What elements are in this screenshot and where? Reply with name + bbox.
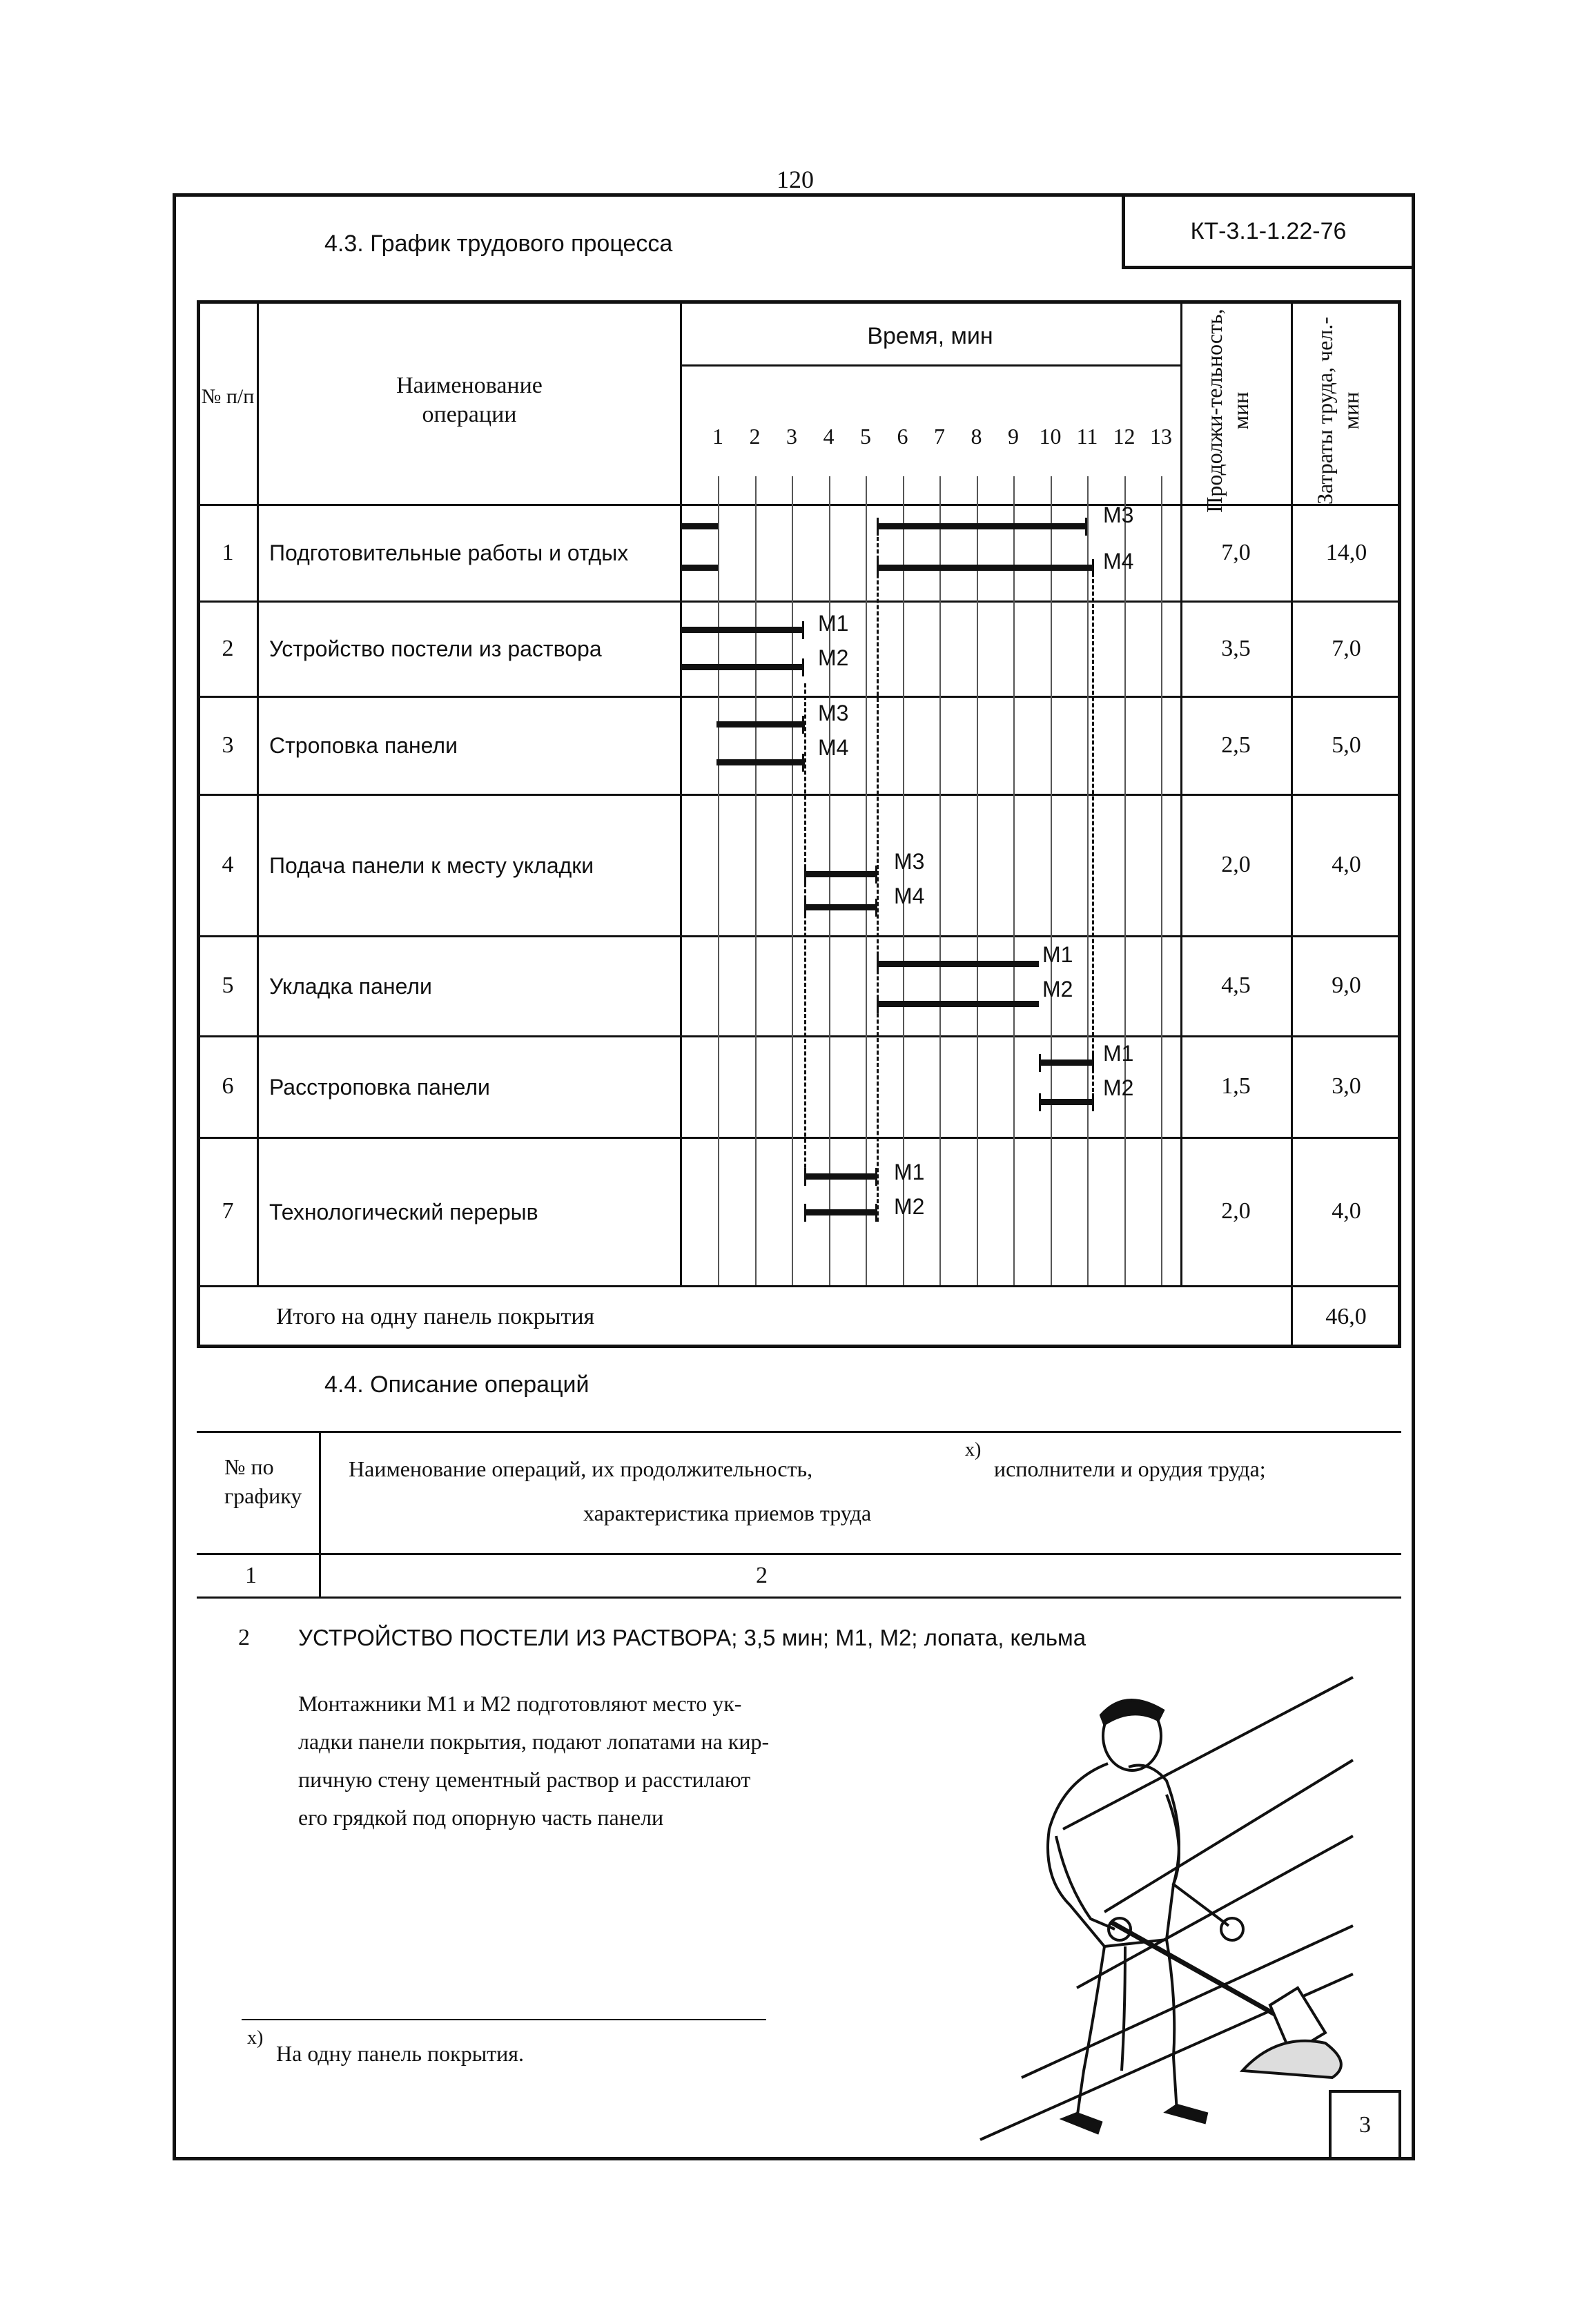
gantt-bar	[804, 1209, 877, 1215]
time-gridline	[1124, 476, 1126, 1285]
worker-label: М1	[1103, 1041, 1134, 1066]
time-tick-label: 2	[749, 424, 761, 449]
ops-col2-header-1: Наименование операций, их продолжительность,	[349, 1456, 813, 1481]
row-num: 3	[222, 732, 234, 758]
time-tick-label: 9	[1008, 424, 1019, 449]
row-num: 1	[222, 539, 234, 565]
row-duration: 2,0	[1221, 852, 1251, 878]
footnote-mark: x)	[247, 2027, 264, 2049]
row-duration: 7,0	[1221, 539, 1251, 565]
time-gridline	[977, 476, 978, 1285]
ops-col2-num: 2	[756, 1563, 768, 1588]
time-tick-label: 3	[786, 424, 797, 449]
row-duration: 3,5	[1221, 635, 1251, 661]
gantt-bar-end	[802, 658, 804, 676]
gantt-bar-end	[1039, 1093, 1041, 1111]
gantt-bar	[716, 721, 805, 728]
header-time: Время, мин	[867, 323, 993, 350]
gantt-link	[1092, 573, 1094, 1104]
row-name: Устройство постели из раствора	[269, 636, 602, 661]
worker-label: М1	[1042, 942, 1073, 967]
time-tick-label: 6	[897, 424, 908, 449]
time-tick-label: 7	[934, 424, 945, 449]
time-gridline	[1051, 476, 1052, 1285]
footnote-text: На одну панель покрытия.	[276, 2041, 525, 2066]
worker-label: М3	[1103, 502, 1134, 527]
row-name: Строповка панели	[269, 733, 458, 758]
gantt-bar	[804, 871, 877, 877]
time-gridline	[866, 476, 867, 1285]
row-num: 5	[222, 973, 234, 999]
worker-label: М2	[894, 1194, 925, 1219]
time-tick-label: 5	[860, 424, 871, 449]
gantt-bar-end	[804, 1204, 806, 1222]
ops-col2-header-1b: исполнители и орудия труда;	[994, 1456, 1266, 1481]
gantt-bar	[680, 664, 804, 670]
header-labor: Затраты труда, чел.-мин	[1312, 317, 1364, 505]
gantt-bar	[804, 1173, 877, 1180]
figure-number: 3	[1359, 2111, 1371, 2138]
time-tick-label: 12	[1113, 424, 1135, 449]
worker-label: М4	[894, 883, 925, 908]
gantt-bar	[878, 523, 1085, 529]
worker-shovel-illustration	[939, 1657, 1367, 2147]
operation-num: 2	[238, 1625, 250, 1650]
gantt-link	[804, 683, 806, 1180]
total-label: Итого на одну панель покрытия	[276, 1304, 595, 1330]
row-num: 7	[222, 1198, 234, 1224]
worker-label: М1	[894, 1160, 925, 1184]
gantt-bar	[877, 961, 1039, 967]
time-gridline	[755, 476, 757, 1285]
time-tick-label: 4	[823, 424, 835, 449]
row-name: Укладка панели	[269, 973, 432, 999]
total-value: 46,0	[1325, 1304, 1367, 1330]
gantt-bar	[680, 565, 718, 571]
row-duration: 4,5	[1221, 973, 1251, 999]
gantt-link	[877, 525, 879, 1222]
row-name: Расстроповка панели	[269, 1074, 490, 1100]
row-duration: 2,0	[1221, 1198, 1251, 1224]
description-line: пичную стену цементный раствор и расстилают	[298, 1767, 751, 1792]
worker-label: М4	[818, 735, 849, 760]
row-name: Технологический перерыв	[269, 1199, 538, 1224]
worker-label: М2	[1103, 1075, 1134, 1100]
ops-col2-header-2: характеристика приемов труда	[583, 1501, 872, 1525]
time-tick-label: 11	[1076, 424, 1098, 449]
gantt-bar	[680, 523, 718, 529]
time-tick-label: 1	[712, 424, 723, 449]
header-name: Наименование операции	[396, 372, 543, 427]
ops-col1-num: 1	[245, 1563, 257, 1588]
time-gridline	[829, 476, 830, 1285]
time-tick-label: 10	[1039, 424, 1062, 449]
worker-label: М2	[818, 645, 849, 670]
worker-label: М4	[1103, 549, 1134, 574]
gantt-bar	[680, 627, 804, 633]
time-tick-label: 8	[971, 424, 982, 449]
header-duration: Продолжи-тельность, мин	[1202, 309, 1254, 513]
gantt-bar-end	[1039, 1054, 1041, 1072]
row-labor: 3,0	[1332, 1073, 1361, 1100]
gantt-bar	[1039, 1060, 1094, 1066]
ops-footnote-mark: x)	[965, 1439, 982, 1461]
row-labor: 5,0	[1332, 732, 1361, 758]
row-name: Подача панели к месту укладки	[269, 852, 594, 878]
description-line: его грядкой под опорную часть панели	[298, 1805, 664, 1830]
row-labor: 4,0	[1332, 852, 1361, 878]
operation-description	[298, 1691, 961, 1843]
worker-label: М2	[1042, 977, 1073, 1002]
gantt-bar-end	[1085, 518, 1087, 536]
worker-label: М1	[818, 611, 849, 636]
description-line: ладки панели покрытия, подают лопатами на кир-	[298, 1729, 770, 1754]
worker-label: М3	[818, 701, 849, 725]
row-labor: 7,0	[1332, 635, 1361, 661]
page-number: 120	[777, 166, 814, 193]
row-duration: 1,5	[1221, 1073, 1251, 1100]
header-num: № п/п	[201, 385, 255, 409]
gantt-bar	[804, 904, 877, 910]
row-labor: 4,0	[1332, 1198, 1361, 1224]
gantt-bar-end	[802, 621, 804, 639]
gantt-bar	[877, 1001, 1039, 1007]
row-labor: 9,0	[1332, 973, 1361, 999]
ops-col1-header: № по графику	[224, 1454, 302, 1508]
gantt-bar	[878, 565, 1092, 571]
time-gridline	[718, 476, 719, 1285]
gantt-bar	[716, 759, 805, 765]
time-gridline	[1013, 476, 1015, 1285]
row-name: Подготовительные работы и отдых	[269, 540, 629, 565]
section-44-title: 4.4. Описание операций	[324, 1371, 589, 1398]
row-labor: 14,0	[1325, 539, 1367, 565]
time-tick-label: 13	[1150, 424, 1172, 449]
row-num: 6	[222, 1073, 234, 1100]
row-num: 4	[222, 852, 234, 878]
row-duration: 2,5	[1221, 732, 1251, 758]
time-gridline	[792, 476, 793, 1285]
time-gridline	[939, 476, 941, 1285]
description-line: Монтажники М1 и М2 подготовляют место ук-	[298, 1691, 742, 1716]
worker-label: М3	[894, 849, 925, 874]
time-gridline	[1161, 476, 1162, 1285]
operation-title: УСТРОЙСТВО ПОСТЕЛИ ИЗ РАСТВОРА; 3,5 мин; М1, М2; лопата, кельма	[298, 1625, 1086, 1650]
gantt-bar	[1039, 1099, 1094, 1105]
time-gridline	[1087, 476, 1089, 1285]
section-43-title: 4.3. График трудового процесса	[324, 231, 673, 257]
row-num: 2	[222, 635, 234, 661]
doc-code: КТ-3.1-1.22-76	[1190, 217, 1347, 244]
